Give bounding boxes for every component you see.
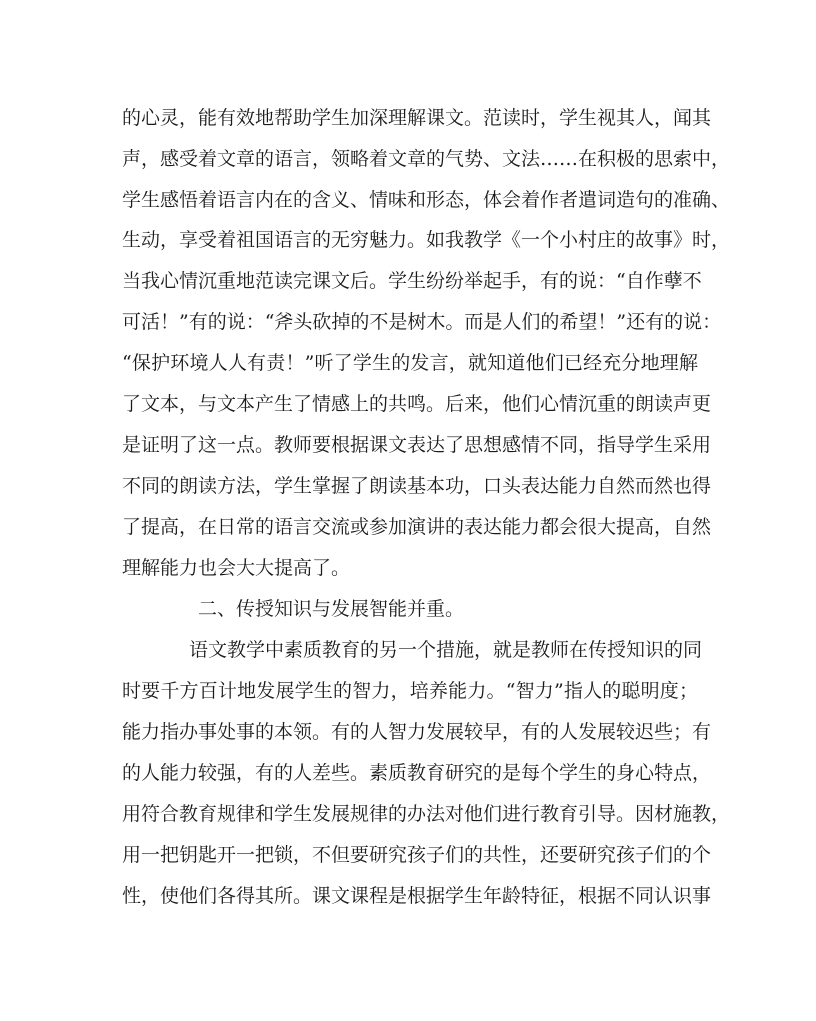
paragraph-line: 声，感受着文章的语言，领略着文章的气势、文法……在积极的思索中， [122, 148, 731, 170]
paragraph-line: 用符合教育规律和学生发展规律的办法对他们进行教育引导。因材施教， [122, 803, 731, 825]
paragraph-line: 理解能力也会大大提高了。 [122, 557, 351, 579]
paragraph-line: 语文教学中素质教育的另一个措施，就是教师在传授知识的同 [189, 639, 703, 661]
paragraph-line: “保护环境人人有责！”听了学生的发言，就知道他们已经充分地理解 [122, 352, 698, 374]
paragraph-line: 的心灵，能有效地帮助学生加深理解课文。范读时，学生视其人，闻其 [122, 107, 712, 129]
paragraph-line: 性，使他们各得其所。课文课程是根据学生年龄特征，根据不同认识事 [122, 885, 712, 907]
paragraph-line: 能力指办事处事的本领。有的人智力发展较早，有的人发展较迟些；有 [122, 721, 712, 743]
paragraph-line: 当我心情沉重地范读完课文后。学生纷纷举起手，有的说：“自作孽不 [122, 270, 702, 292]
paragraph-line: 时要千方百计地发展学生的智力，培养能力。“智力”指人的聪明度； [122, 680, 698, 702]
paragraph-line: 的人能力较强，有的人差些。素质教育研究的是每个学生的身心特点， [122, 762, 712, 784]
paragraph-line: 可活！”有的说：“斧头砍掉的不是树木。而是人们的希望！”还有的说： [122, 311, 722, 333]
paragraph-line: 不同的朗读方法，学生掌握了朗读基本功，口头表达能力自然而然也得 [122, 475, 712, 497]
paragraph-line: 了提高，在日常的语言交流或参加演讲的表达能力都会很大提高，自然 [122, 516, 712, 538]
section-heading: 二、传授知识与发展智能并重。 [198, 598, 465, 620]
paragraph-line: 用一把钥匙开一把锁，不但要研究孩子们的共性，还要研究孩子们的个 [122, 844, 712, 866]
paragraph-line: 了文本，与文本产生了情感上的共鸣。后来，他们心情沉重的朗读声更 [122, 393, 712, 415]
paragraph-line: 学生感悟着语言内在的含义、情味和形态，体会着作者遣词造句的准确、 [122, 189, 731, 211]
paragraph-line: 是证明了这一点。教师要根据课文表达了思想感情不同，指导学生采用 [122, 434, 712, 456]
paragraph-line: 生动，享受着祖国语言的无穷魅力。如我教学《一个小村庄的故事》时， [122, 229, 731, 251]
